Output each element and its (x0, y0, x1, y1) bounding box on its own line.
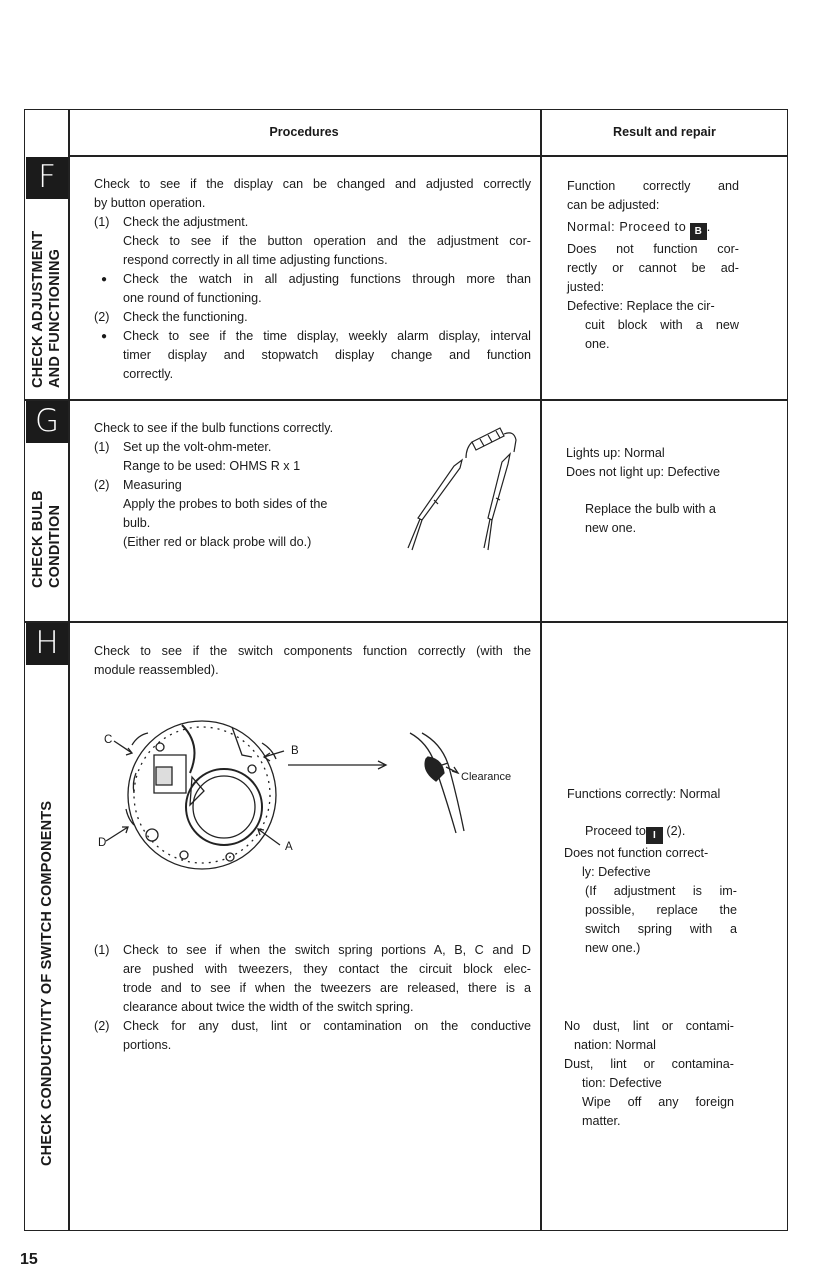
diagram-label-clearance: Clearance (461, 771, 512, 783)
diagram-label-b: B (291, 745, 299, 757)
diagram-label-d: D (98, 837, 107, 849)
row-divider-gh (24, 621, 788, 623)
section-h-result-2: No dust, lint or contami- nation: Normal Dust, lint or contamina- tion: Defective Wipe off any foreign matter. (564, 1019, 734, 1128)
section-h-steps: (1) Check to see if when the switch spring portions A, B, C and D are pushed with tweezers, they contact the circuit block elec- trode and to see if when the tweezers are released, there is a clearance about twice the width of the switch spring. (2) Check for any dust, lint or contamination on the conductive portions. (94, 943, 531, 1052)
section-badge-g: G (26, 401, 68, 443)
header-result: Result and repair (613, 125, 716, 139)
header-divider (68, 155, 788, 157)
section-f-result: Function correctly and can be adjusted: Normal: Proceed to B . Does not function cor- rectly or cannot be ad- justed: Defective: Replace the cir- cuit block with a new one. (567, 179, 739, 351)
switch-module-diagram (92, 715, 532, 885)
section-h-result: Functions correctly: Normal Proceed to I (2). Does not function correct- ly: Defective (If adjustment is im- possible, replace the switch spring with a new one.) (564, 787, 737, 955)
section-f-title: CHECK ADJUSTMENT AND FUNCTIONING (30, 230, 63, 388)
diagram-label-a: A (285, 841, 293, 853)
label-column-divider (68, 109, 70, 1231)
section-g-title: CHECK BULB CONDITION (30, 490, 63, 588)
ref-badge-b: B (690, 223, 707, 240)
header-procedures: Procedures (269, 125, 339, 139)
diagram-label-c: C (104, 734, 113, 746)
ref-badge-i: I (646, 827, 663, 844)
section-h-intro: Check to see if the switch components function correctly (with the module reassembled). (94, 644, 531, 677)
probe-illustration (400, 420, 530, 555)
section-h-title: CHECK CONDUCTIVITY OF SWITCH COMPONENTS (39, 800, 55, 1166)
section-badge-f: F (26, 157, 68, 199)
row-divider-fg (24, 399, 788, 401)
result-column-divider (540, 109, 542, 1231)
section-g-result: Lights up: Normal Does not light up: Defective Replace the bulb with a new one. (566, 446, 721, 535)
section-badge-h: H (26, 623, 68, 665)
section-f-procedure: Check to see if the display can be changed and adjusted correctly by button operation. (1) Check the adjustment. Check to see if the button operation and the adjustment cor- respond correctly in all time adjusting functions. ● Check the watch in all adjusting functions through more than one round of functioning. (2) Check the functioning. ● Check to see if the time display, weekly alarm display, interval timer display and stopwatch display change and function correctly. (94, 177, 531, 381)
page-number: 15 (20, 1251, 38, 1268)
section-g-procedure: Check to see if the bulb functions correctly. (1) Set up the volt-ohm-meter. Range to be used: OHMS R x 1 (2) Measuring Apply the probes to both sides of the bulb. (Either red or black probe will do.) (94, 421, 334, 549)
